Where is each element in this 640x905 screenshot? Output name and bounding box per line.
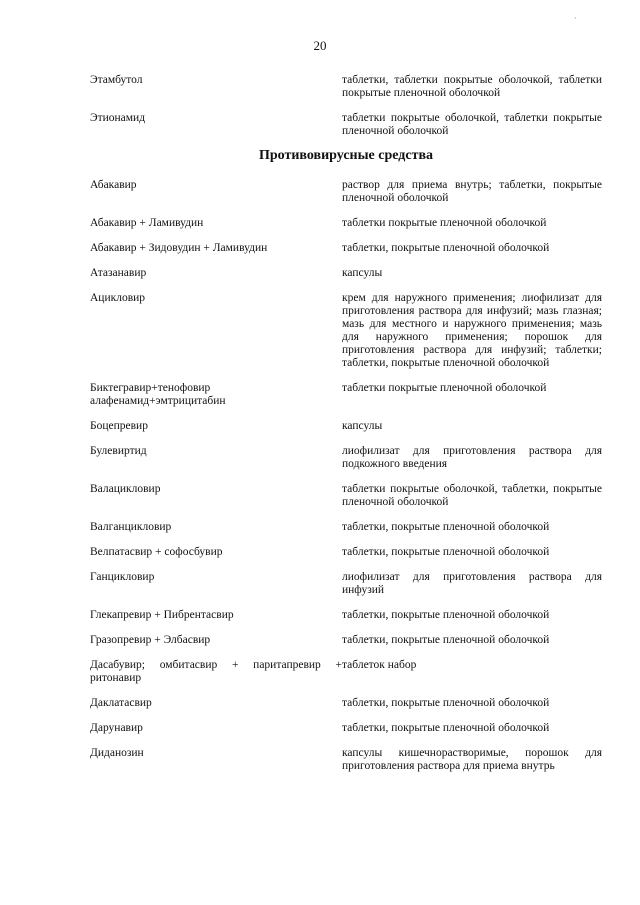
list-row [90, 112, 602, 138]
drug-name: Абакавир + Ламивудин [90, 217, 204, 229]
drug-form: раствор для приема внутрь; таблетки, покрытые пленочной оболочкой [342, 179, 602, 204]
list-row [90, 217, 602, 230]
list-row [90, 722, 602, 735]
drug-name: Абакавир [90, 179, 137, 191]
list-row [90, 382, 602, 408]
drug-name: Дасабувир; омбитасвир + паритапревир + ритонавир [90, 659, 342, 684]
drug-form: таблетки, покрытые пленочной оболочкой [342, 546, 550, 558]
drug-form: капсулы кишечнорастворимые, порошок для приготовления раствора для приема внутрь [342, 747, 602, 772]
drug-name: Валацикловир [90, 483, 161, 495]
list-row [90, 747, 602, 773]
page-number: 20 [313, 38, 327, 53]
drug-form: таблетки, покрытые пленочной оболочкой [342, 634, 550, 646]
list-row [90, 292, 602, 370]
list-row [90, 267, 602, 280]
drug-name: Валганцикловир [90, 521, 172, 533]
drug-form: таблетки, покрытые пленочной оболочкой [342, 609, 550, 621]
drug-name: Этамбутол [90, 74, 143, 86]
list-row [90, 74, 602, 100]
list-row [90, 521, 602, 534]
drug-form: таблетки, покрытые пленочной оболочкой [342, 722, 550, 734]
drug-form: лиофилизат для приготовления раствора для подкожного введения [342, 445, 602, 470]
drug-form: таблетки, покрытые пленочной оболочкой [342, 697, 550, 709]
list-row [90, 445, 602, 471]
drug-form: крем для наружного применения; лиофилизат для приготовления раствора для инфузий; мазь глазная; мазь для местного и наружного применения; мазь для наружного применения; порошок для приготовления раствора для инфузий; таблетки; таблетки, покрытые пленочной оболочкой [342, 292, 602, 369]
drug-name: Велпатасвир + софосбувир [90, 546, 223, 558]
list-row [90, 179, 602, 205]
list-row [90, 242, 602, 255]
drug-name: Ганцикловир [90, 571, 155, 583]
list-row [90, 546, 602, 559]
list-row [90, 609, 602, 622]
drug-form: таблетки, покрытые пленочной оболочкой [342, 521, 550, 533]
drug-name: Боцепревир [90, 420, 148, 432]
drug-form: таблетки покрытые оболочкой, таблетки, покрытые пленочной оболочкой [342, 483, 602, 508]
scan-mark: · [574, 14, 577, 23]
drug-name: Булевиртид [90, 445, 147, 457]
drug-form: таблетки покрытые пленочной оболочкой [342, 382, 547, 394]
section-title: Противовирусные средства [258, 148, 434, 163]
drug-name: Атазанавир [90, 267, 147, 279]
drug-form: таблетки покрытые пленочной оболочкой [342, 217, 547, 229]
drug-list [90, 74, 602, 773]
list-row [90, 483, 602, 509]
list-row [90, 697, 602, 710]
drug-name: Диданозин [90, 747, 144, 759]
drug-form: таблетки, покрытые пленочной оболочкой [342, 242, 550, 254]
list-row [90, 420, 602, 433]
list-row [90, 634, 602, 647]
list-row [90, 571, 602, 597]
drug-form: таблетки покрытые оболочкой, таблетки покрытые пленочной оболочкой [342, 112, 602, 137]
drug-name: Глекапревир + Пибрентасвир [90, 609, 234, 621]
drug-name: Дарунавир [90, 722, 143, 734]
drug-name: Даклатасвир [90, 697, 152, 709]
drug-name: Гразопревир + Элбасвир [90, 634, 211, 646]
drug-name: Этионамид [90, 112, 146, 124]
drug-form: таблетки, таблетки покрытые оболочкой, таблетки покрытые пленочной оболочкой [342, 74, 602, 99]
drug-form: лиофилизат для приготовления раствора для инфузий [342, 571, 602, 596]
drug-name: Ацикловир [90, 292, 146, 304]
drug-form: таблеток набор [342, 659, 417, 671]
drug-name: Абакавир + Зидовудин + Ламивудин [90, 242, 268, 254]
drug-form: капсулы [342, 420, 383, 432]
list-row [90, 659, 602, 685]
drug-form: капсулы [342, 267, 383, 279]
drug-name: Биктегравир+тенофовир алафенамид+эмтрицитабин [90, 382, 226, 407]
